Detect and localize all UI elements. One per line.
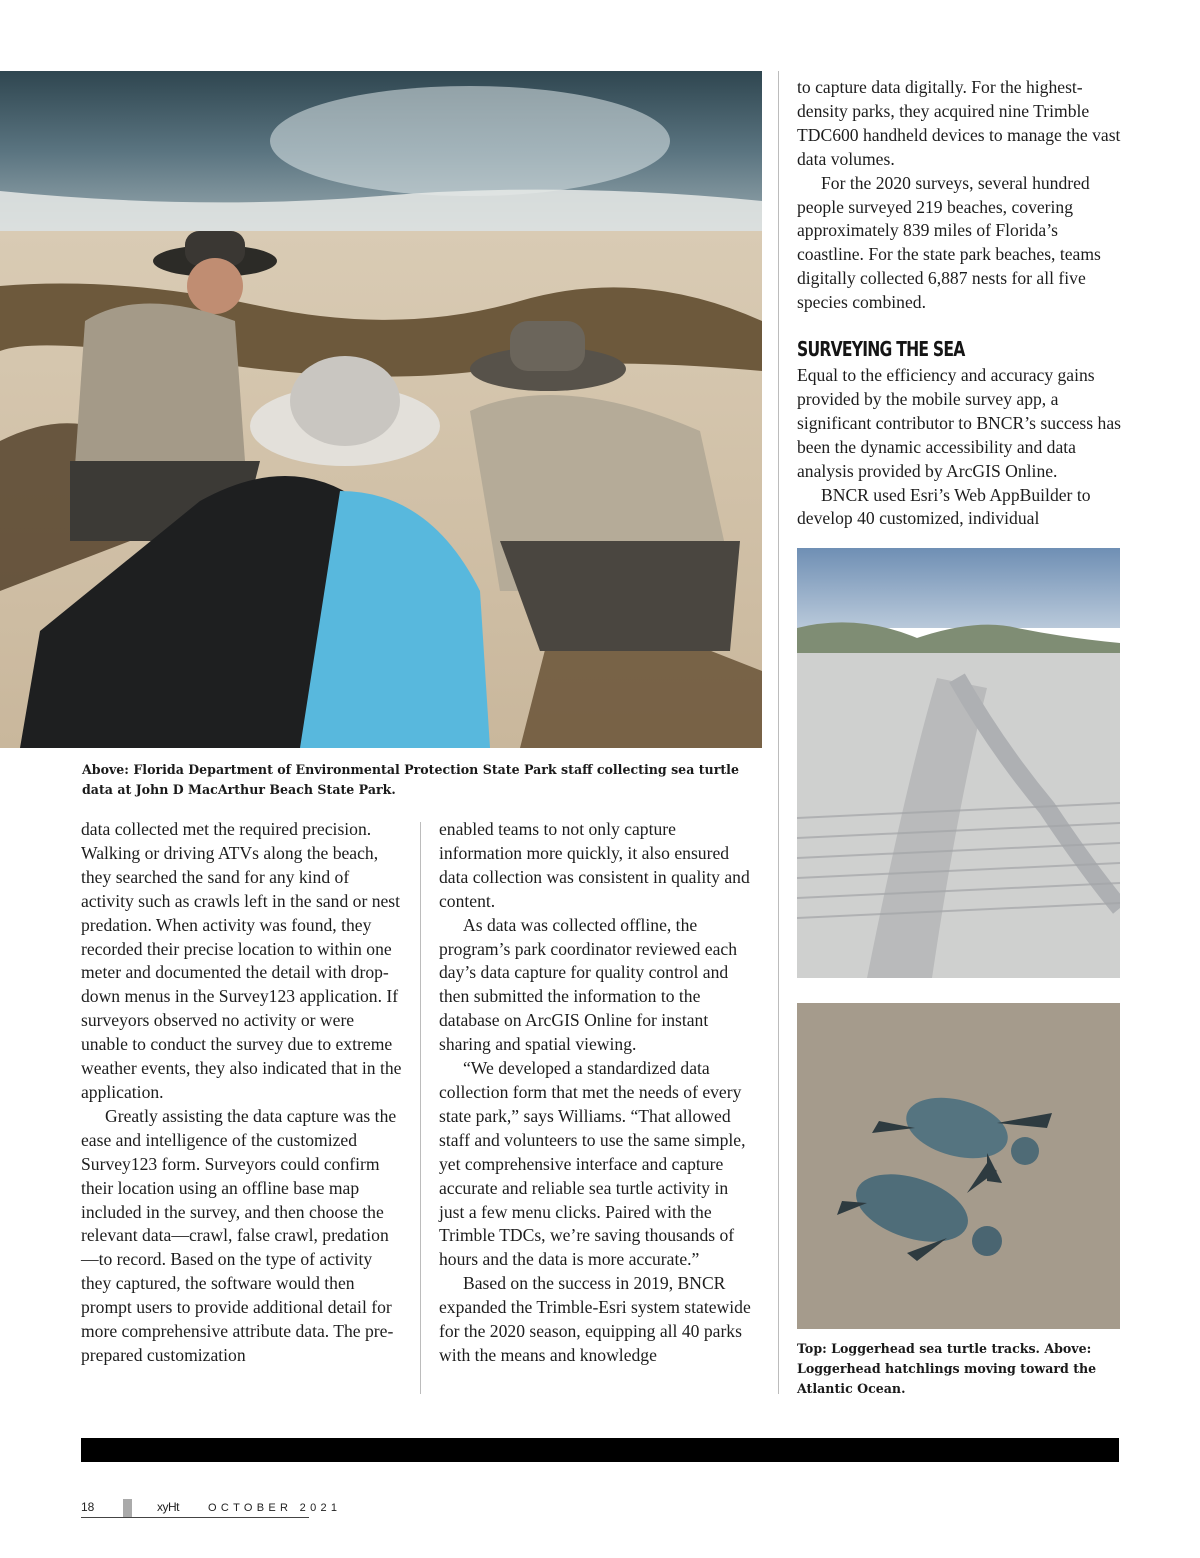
photo-staff-inspecting-beach — [0, 71, 762, 748]
paragraph: Based on the success in 2019, BNCR expanded the Trimble-Esri system statewide for the 2020 season, equipping all 40 parks with the means and knowledge — [439, 1273, 751, 1365]
folio-underline — [81, 1517, 309, 1518]
paragraph: data collected met the required precision. Walking or driving ATVs along the beach, they searched the sand for any kind of activity such as crawls left in the sand or nest predation. When activity was found, they recorded their precise location to within one meter and documented the detail with drop-down menus in the Survey123 application. If surveyors observed no activity or were unable to conduct the survey due to extreme weather events, they also indicated that in the application. — [81, 819, 402, 1102]
right-column-top — [797, 76, 1123, 315]
photo-caption-main: Above: Florida Department of Environmental Protection State Park staff collecting sea turtle data at John D MacArthur Beach State Park. — [82, 762, 739, 797]
folio-marker — [123, 1499, 132, 1517]
left-column — [81, 818, 403, 1368]
footer-bar — [81, 1438, 1119, 1462]
paragraph: As data was collected offline, the program’s park coordinator reviewed each day’s data capture for quality control and then submitted the information to the database on ArcGIS Online for instant sharing and spatial viewing. — [439, 914, 737, 1055]
middle-column — [439, 818, 757, 1368]
column-divider — [778, 71, 779, 1394]
photo-turtle-tracks — [797, 548, 1120, 978]
section-heading: SURVEYING THE SEA — [797, 337, 965, 361]
paragraph: For the 2020 surveys, several hundred people surveyed 219 beaches, covering approximately 839 miles of Florida’s coastline. For the state park beaches, teams digitally collected 6,887 nests for all five species combined. — [797, 172, 1101, 313]
issue-date: OCTOBER 2021 — [208, 1502, 342, 1514]
paragraph: to capture data digitally. For the highest-density parks, they acquired nine Trimble TDC600 handheld devices to manage the vast data volumes. — [797, 77, 1121, 169]
paragraph: “We developed a standardized data collection form that met the needs of every state park,” says Williams. “That allowed staff and volunteers to use the same simple, yet comprehensive interface and capture accurate and reliable sea turtle activity in just a few menu clicks. Paired with the Trimble TDCs, we’re saving thousands of hours and the data is more accurate.” — [439, 1058, 746, 1270]
paragraph: Greatly assisting the data capture was the ease and intelligence of the customized Survey123 form. Surveyors could confirm their location using an offline base map included in the survey, and then choose the relevant data—crawl, false crawl, predation—to record. Based on the type of activity they captured, the software would then prompt users to provide additional detail for more comprehensive attribute data. The pre-prepared customization — [81, 1105, 397, 1365]
paragraph: enabled teams to not only capture information more quickly, it also ensured data collection was consistent in quality and content. — [439, 819, 750, 911]
magazine-name: xyHt — [157, 1500, 179, 1514]
photo-hatchlings — [797, 1003, 1120, 1329]
paragraph: BNCR used Esri’s Web AppBuilder to develop 40 customized, individual — [797, 484, 1091, 529]
column-divider — [420, 822, 421, 1394]
photo-caption-right: Top: Loggerhead sea turtle tracks. Above: Loggerhead hatchlings moving toward the Atlantic Ocean. — [797, 1341, 1097, 1396]
right-column-mid — [797, 364, 1123, 531]
page-number: 18 — [81, 1500, 95, 1514]
paragraph: Equal to the efficiency and accuracy gains provided by the mobile survey app, a significant contributor to BNCR’s success has been the dynamic accessibility and data analysis provided by ArcGIS Online. — [797, 365, 1121, 481]
